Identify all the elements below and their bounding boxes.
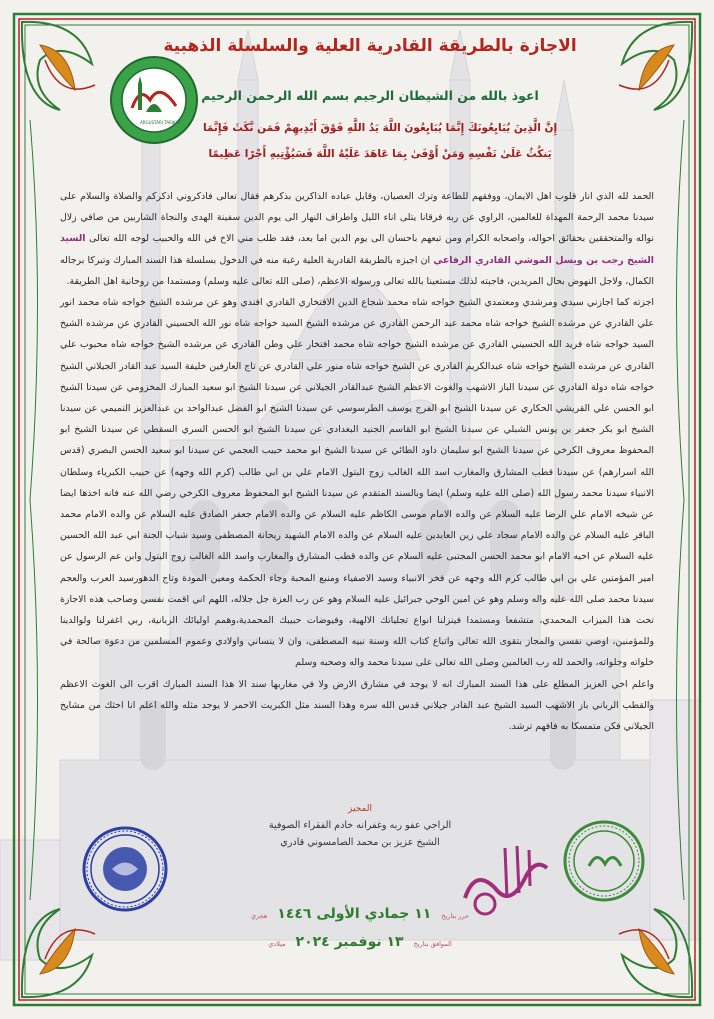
hijri-date-suffix: هجري: [250, 912, 268, 920]
gregorian-date-row: [215, 934, 505, 950]
intro-paragraph: [60, 186, 654, 292]
intro-text-continued: ان اجيزه بالطريقة القادرية العلية رغبة منه في الدخول بسلسلة هذا السند المبارك وتبركا برجاله الكمال، ولاجل النهوض بحال المريدين، فاجبته لذلك مستعينا بالله تعالى ورسوله الاعظم، (صلى الله تعالى عليه وسلم) ومستمدا من روحانية اهل الطريقة.: [60, 254, 654, 287]
quran-verse-line-2: يَنكُثُ عَلَىٰ نَفْسِهِ وَمَنْ أَوْفَىٰ بِمَا عَاهَدَ عَلَيْهُ اللَّهَ فَسَيُؤْتِيهِ أَجْرًا عَظِيمًا: [208, 148, 552, 160]
signature-calligraphy: [455, 838, 555, 920]
hijri-date-value: ١١ جمادي الأولى ١٤٤٦: [277, 906, 432, 922]
gregorian-date-value: ١٣ نوفمبر ٢٠٢٤: [295, 934, 404, 950]
hijri-date-label: حرر بتاريخ: [441, 912, 470, 920]
gregorian-date-label: الموافق بتاريخ: [413, 940, 452, 948]
logo-band-text: ARGUSTARI TARIKAT: [140, 120, 181, 125]
grantor-name: الشيخ عزيز بن محمد الصامسوني قادري: [280, 837, 440, 848]
grantor-line-1: الراجي عفو ربه وغفرانه خادم الفقراء الصوفية: [268, 820, 452, 831]
quran-verse-line-1: إِنَّ الَّذِينَ يُبَايِعُونَكَ إِنَّمَا يُبَايِعُونَ اللَّهَ يَدُ اللَّهِ فَوْقَ أَيْدِيهِمْ فَمَن نَّكَثَ فَإِنَّمَا: [202, 122, 558, 134]
gregorian-date-suffix: ميلادي: [268, 940, 286, 948]
basmala-line: اعوذ بالله من الشيطان الرجيم بسم الله الرحمن الرحيم: [201, 88, 539, 103]
green-seal: [563, 820, 645, 902]
recipient-name: السيد الشيخ رجب بن ويسل الموشي القادري الرفاعي: [60, 233, 655, 266]
chain-paragraph: اجزته كما اجازني سيدي ومرشدي ومعتمدي الشيخ خواجه شاه محمد شجاع الدين الافتخاري القادري افندي وهو عن مرشده الشيخ خواجه شاه محمد انور علي القادري عن مرشده الشيخ خواجه شاه محمد عبد الرحمن القادري عن مرشده الشيخ السيد خواجه شاه نور الله الحسيني القادري عن مرشده الشيخ السيد خواجه شاه فريد الله الحسيني القادري عن مرشده الشيخ خواجه شاه محمد افتخار علي وطن القادري عن مرشده الشيخ خواجه شاه محبوب علي القادري عن مرشده الشيخ خواجه شاه عبدالكريم القادري عن الشيخ خواجه شاه منور علي القادري عن تاج العارفين خليفة السيد عبد القادر الجيلاني الشيخ خواجه شاه دولة القادري عن سيدنا الباز الاشهب والغوث الاعظم الشيخ عبدالقادر الجيلاني عن سيدنا الشيخ ابو سعيد المبارك المخزومي عن سيدنا الشيخ ابو الحسن علي القريشي الحكاري عن سيدنا الشيخ ابو الفرج يوسف الطرسوسي عن سيدنا الشيخ ابو الفضل عبدالواحد بن عبدالعزيز التميمي عن سيدنا الشيخ ابو بكر جعفر بن يونس الشبلي عن سيدنا الشيخ ابو القاسم الجنيد البغدادي عن سيدنا الشيخ ابو الحسن السري السقطي عن سيدنا الشيخ ابو المحفوظ معروف الكرخي عن سيدنا الشيخ ابو سليمان داود الطائي عن سيدنا الشيخ ابو محمد حبيب العجمي عن سيدنا ابو سعيد الحسن البصري (قدس الله اسرارهم) عن سيدنا قطب المشارق والمغارب اسد الله الغالب زوج البتول الامام علي بن ابي طالب (كرم الله وجهه) عن حبيب الكبرياء وسلطان الانبياء سيدنا محمد رسول الله (صلى الله عليه وسلم) ايضا وبالسند المتقدم عن سيدنا الشيخ ابو المحفوظ معروف الكرخي رضي الله عنه فانه اخذها ايضا عن شيخه الامام علي الرضا عليه السلام عن والده الامام موسى الكاظم عليه السلام عن والده الامام جعفر الصادق عليه السلام عن والده الامام محمد الباقر عليه السلام عن والده الامام سجاد علي زين العابدين عليه السلام عن والده الامام الشهيد ريحانة المصطفى وسيد شباب الجنة ابي عبد الله الحسين عليه السلام عن اخيه الامام ابو محمد الحسن المجتبى عليه السلام عن والده قطب المشارق والمغارب واسد الله الغالب زوج البتول وابن عم الرسول عن امير المؤمنين علي بن ابي طالب كرم الله وجهه عن فخر الانبياء وسيد الاصفياء ومنبع المحبة وجاء الحكمة ومعين المودة وتاج الدهورسيد العرب والعجم سيدنا محمد صلى الله عليه واله وسلم وهو عن امين الوحي جبرائيل عليه السلام وهو عن رب العزة جل جلاله، اللهم اني اقمت نفسي وصاحب هذه الاجازة تحت هذا الميزاب المحمدي، متشفعا ومستمدا فينزلنا انواع تجلياتك الالهية، وفيوضات حبيبك المحمدية،وهمم اوليائك الربانية، ربي اغفرلنا ولوالدينا وللمؤمنين، اوصي نفسي والمجاز بتقوى الله تعالى واتباع كتاب الله وسنة نبيه المصطفى، وان لا ينساني واولادي وعموم المسلمين من دعوة صالحة في خلواته وجلواته، والحمد لله رب العالمين وصلى الله تعالى على سيدنا محمد واله وصحبه وسلم: [60, 297, 654, 669]
document-title: الاجازة بالطريقة القادرية العلية والسلسلة الذهبية: [163, 36, 577, 56]
intro-text: الحمد لله الذي انار قلوب اهل الايمان، ووفقهم للطاعة وترك العصيان، وقابل عباده الذاكرين بذكرهم فقال تعالى فاذكروني اذكركم والصلاة والسلام على سيدنا محمد الرحمة المهداة للعالمين، الراوي عن ربه فرقانا يتلى اناء الليل واطراف النهار الى يوم الدين سفينة الهدى والنجاة الشاربين من صافي زلال نواله والمتحققين بحقائق احواله، واصحابه الكرام ومن تبعهم باحسان الى يوم الدين اما بعد، فقد طلب مني الاخ في الله والحبيب لوجه الله تعالى: [60, 191, 654, 245]
closing-paragraph: واعلم اخي العزيز المطلع على هذا السند المبارك انه لا يوجد في مشارق الارض ولا في مغاربها سند الا هذا السند المبارك اقرب الى الغوث الاعظم والقطب الرباني باز الاشهب السيد الشيخ عبد القادر جيلاني قدس الله سره وهذا السند مثل الكبريت الاحمر لا يوجد مثله والله اعلم انا احثك من مشايخ الجيلاني فكن متمسكا به فافهم ترشد.: [60, 678, 654, 733]
blue-seal: [82, 826, 168, 912]
signature-block: [230, 804, 490, 848]
grantor-label: المجيز: [348, 804, 372, 814]
license-body: [60, 186, 654, 737]
